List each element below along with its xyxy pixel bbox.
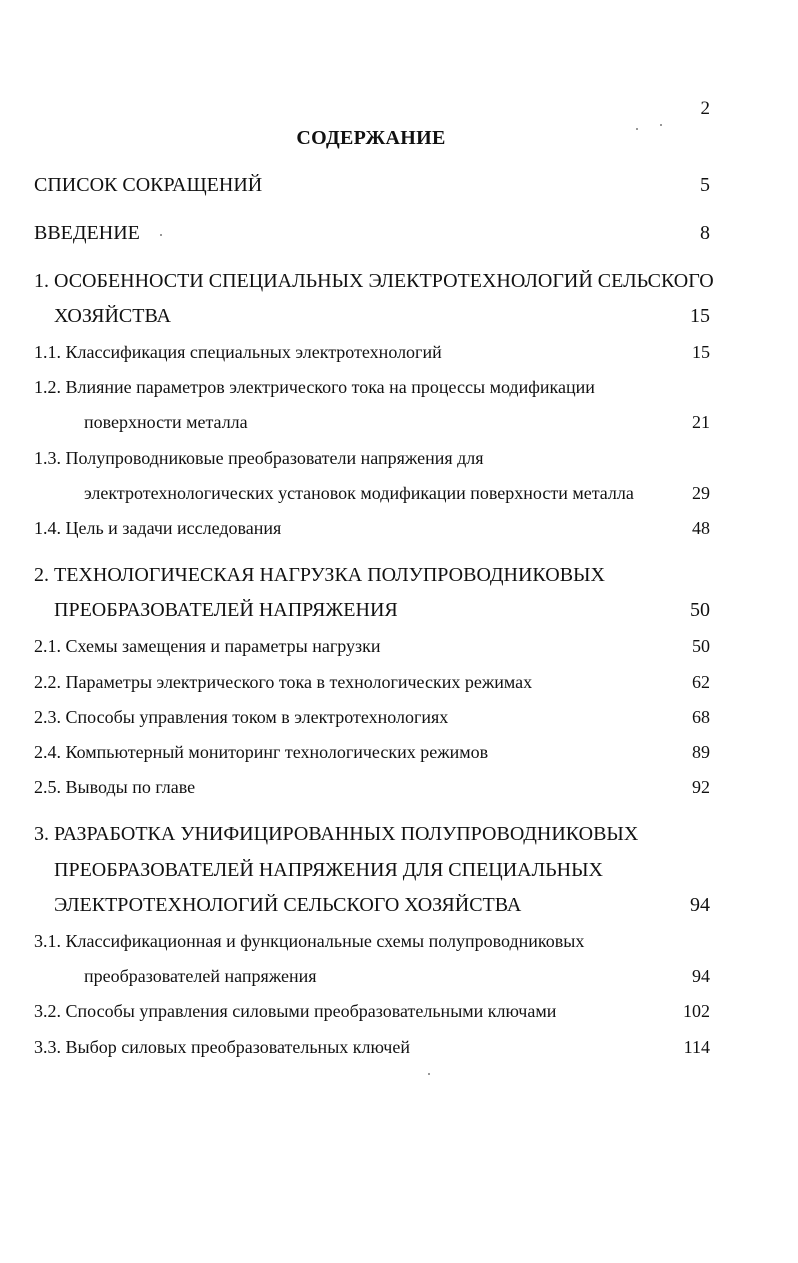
- scan-speck: [636, 128, 638, 130]
- toc-entry-text: ЭЛЕКТРОТЕХНОЛОГИЙ СЕЛЬСКОГО ХОЗЯЙСТВА: [54, 894, 522, 916]
- toc-entry-page: 21: [692, 412, 710, 432]
- toc-entry: [34, 518, 710, 542]
- toc-entry: [34, 377, 710, 401]
- toc-entry-text: 1.3. Полупроводниковые преобразователи напряжения для: [34, 448, 484, 468]
- toc-entry-text: электротехнологических установок модификации поверхности металла: [84, 483, 634, 503]
- toc-entry-text: 2.1. Схемы замещения и параметры нагрузки: [34, 636, 381, 656]
- toc-entry-text: 3. РАЗРАБОТКА УНИФИЦИРОВАННЫХ ПОЛУПРОВОДНИКОВЫХ: [34, 823, 639, 845]
- toc-entry: [34, 342, 710, 366]
- toc-entry: [34, 412, 710, 436]
- toc-entry-text: 2.3. Способы управления током в электротехнологиях: [34, 707, 449, 727]
- toc-entry: [34, 777, 710, 801]
- toc-entry-page: 8: [700, 222, 710, 244]
- toc-entry: [34, 599, 710, 627]
- toc-entry-page: 89: [692, 742, 710, 762]
- toc-entry-page: 68: [692, 707, 710, 727]
- toc-entry-text: 1.1. Классификация специальных электротехнологий: [34, 342, 442, 362]
- toc-entry-text: ХОЗЯЙСТВА: [54, 305, 171, 327]
- toc-entry-page: 62: [692, 672, 710, 692]
- toc-entry: [34, 931, 710, 955]
- toc-entry-page: 114: [683, 1037, 710, 1057]
- toc-entry: [34, 222, 710, 250]
- toc-entry: [34, 270, 714, 298]
- toc-entry-page: 94: [690, 894, 710, 916]
- toc-entry-text: ВВЕДЕНИЕ: [34, 222, 140, 244]
- scan-speck: [160, 234, 162, 236]
- toc-entry: [34, 174, 710, 202]
- toc-entry-text: 1. ОСОБЕННОСТИ СПЕЦИАЛЬНЫХ ЭЛЕКТРОТЕХНОЛОГИЙ СЕЛЬСКОГО: [34, 270, 714, 292]
- toc-entry-page: 5: [700, 174, 710, 196]
- toc-entry-text: 1.4. Цель и задачи исследования: [34, 518, 282, 538]
- toc-entry: [34, 966, 710, 990]
- toc-entry: [34, 483, 710, 507]
- toc-entry: [34, 636, 710, 660]
- toc-entry-page: 48: [692, 518, 710, 538]
- toc-entry-text: преобразователей напряжения: [84, 966, 317, 986]
- toc-entry: [34, 707, 710, 731]
- scan-speck: [660, 124, 662, 126]
- toc-entry-text: 2. ТЕХНОЛОГИЧЕСКАЯ НАГРУЗКА ПОЛУПРОВОДНИКОВЫХ: [34, 564, 605, 586]
- toc-entry-page: 102: [683, 1001, 710, 1021]
- toc-entry-text: 3.3. Выбор силовых преобразовательных ключей: [34, 1037, 410, 1057]
- page-title: СОДЕРЖАНИЕ: [296, 127, 446, 149]
- toc-entry-text: СПИСОК СОКРАЩЕНИЙ: [34, 174, 263, 196]
- toc-entry-page: 29: [692, 483, 710, 503]
- scan-speck: [428, 1073, 430, 1075]
- toc-entry: [34, 564, 710, 592]
- toc-entry: [34, 1037, 710, 1061]
- toc-entry-text: 1.2. Влияние параметров электрического тока на процессы модификации: [34, 377, 595, 397]
- toc-entry: [34, 894, 710, 922]
- toc-entry-text: 2.5. Выводы по главе: [34, 777, 196, 797]
- toc-entry-text: поверхности металла: [84, 412, 248, 432]
- toc-entry: [34, 1001, 710, 1025]
- toc-entry: [34, 742, 710, 766]
- toc-entry-text: ПРЕОБРАЗОВАТЕЛЕЙ НАПРЯЖЕНИЯ: [54, 599, 398, 621]
- toc-entry-text: 2.4. Компьютерный мониторинг технологических режимов: [34, 742, 489, 762]
- toc-entry-page: 50: [690, 599, 710, 621]
- toc-entry: [34, 672, 710, 696]
- toc-entry-text: 3.2. Способы управления силовыми преобразовательными ключами: [34, 1001, 557, 1021]
- toc-entry: [34, 448, 710, 472]
- toc-entry-page: 92: [692, 777, 710, 797]
- toc-entry-text: ПРЕОБРАЗОВАТЕЛЕЙ НАПРЯЖЕНИЯ ДЛЯ СПЕЦИАЛЬНЫХ: [54, 859, 603, 881]
- toc-entry: [34, 859, 710, 887]
- page-number: 2: [700, 98, 710, 119]
- toc-entry-text: 3.1. Классификационная и функциональные схемы полупроводниковых: [34, 931, 585, 951]
- toc-entry: [34, 305, 710, 333]
- toc-entry-page: 94: [692, 966, 710, 986]
- toc-entry-page: 50: [692, 636, 710, 656]
- toc-entry-page: 15: [692, 342, 710, 362]
- toc-entry-text: 2.2. Параметры электрического тока в технологических режимах: [34, 672, 533, 692]
- toc-entry-page: 15: [690, 305, 710, 327]
- toc-entry: [34, 823, 710, 851]
